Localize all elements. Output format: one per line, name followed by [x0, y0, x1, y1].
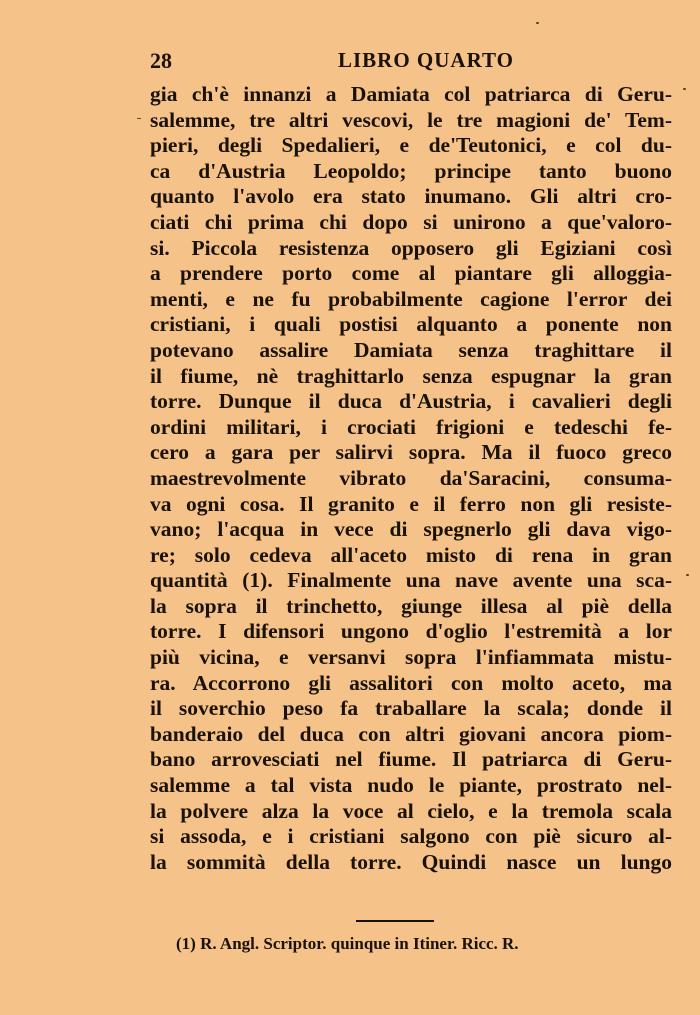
- text-line: va ogni cosa. Il granito e il ferro non gli resiste-: [150, 491, 672, 516]
- text-line: quanto l'avolo era stato inumano. Gli altri cro-: [150, 184, 672, 209]
- page-number: 28: [150, 48, 172, 73]
- text-line: il soverchio peso fa traballare la scala; donde il: [150, 696, 672, 721]
- running-head: LIBRO QUARTO: [338, 48, 514, 72]
- text-line: a prendere porto come al piantare gli alloggia-: [150, 261, 672, 286]
- text-line: la polvere alza la voce al cielo, e la tremola scala: [150, 798, 672, 823]
- text-line: si. Piccola resistenza opposero gli Egiziani così: [150, 235, 672, 260]
- text-line: il fiume, nè traghittarlo senza espugnar la gran: [150, 363, 672, 388]
- text-line: cristiani, i quali postisi alquanto a ponente non: [150, 312, 672, 337]
- text-line: re; solo cedeva all'aceto misto di rena in gran: [150, 542, 672, 567]
- text-line: vano; l'acqua in vece di spegnerlo gli dava vigo-: [150, 517, 672, 542]
- text-line: ra. Accorrono gli assalitori con molto aceto, ma: [150, 670, 672, 695]
- text-line: cero a gara per salirvi sopra. Ma il fuoco greco: [150, 440, 672, 465]
- text-line: più vicina, e versanvi sopra l'infiammata mistu-: [150, 645, 672, 670]
- footnote-rule: [356, 920, 434, 922]
- paper-speck: [686, 574, 689, 576]
- paper-speck: [536, 22, 539, 24]
- paper-speck: [683, 88, 686, 90]
- text-line: pieri, degli Spedalieri, e de'Teutonici, e col du-: [150, 133, 672, 158]
- text-line: salemme, tre altri vescovi, le tre magioni de' Tem-: [150, 107, 672, 132]
- text-line: torre. Dunque il duca d'Austria, i cavalieri degli: [150, 389, 672, 414]
- text-line: ca d'Austria Leopoldo; principe tanto buono: [150, 158, 672, 183]
- text-line: maestrevolmente vibrato da'Saracini, consuma-: [150, 465, 672, 490]
- paper-speck: [137, 118, 141, 119]
- text-line: ciati chi prima chi dopo si unirono a que'valoro-: [150, 209, 672, 234]
- text-line: salemme a tal vista nudo le piante, prostrato nel-: [150, 773, 672, 798]
- text-line: potevano assalire Damiata senza traghittare il: [150, 337, 672, 362]
- text-line: la sopra il trinchetto, giunge illesa al piè della: [150, 593, 672, 618]
- footnote: (1) R. Angl. Scriptor. quinque in Itiner. Ricc. R.: [176, 934, 519, 953]
- text-line: banderaio del duca con altri giovani ancora piom-: [150, 721, 672, 746]
- text-line: gia ch'è innanzi a Damiata col patriarca di Geru-: [150, 82, 672, 106]
- text-line: bano arrovesciati nel fiume. Il patriarca di Geru-: [150, 747, 672, 772]
- text-line: torre. I difensori ungono d'oglio l'estremità a lor: [150, 619, 672, 644]
- text-line: quantità (1). Finalmente una nave avente una sca-: [150, 568, 672, 593]
- text-line: menti, e ne fu probabilmente cagione l'error dei: [150, 286, 672, 311]
- body-text: [150, 82, 672, 875]
- text-line: si assoda, e i cristiani salgono con piè sicuro al-: [150, 824, 672, 849]
- text-line: la sommità della torre. Quindi nasce un lungo: [150, 849, 672, 874]
- page-header: [150, 48, 670, 80]
- text-line: ordini militari, i crociati frigioni e tedeschi fe-: [150, 414, 672, 439]
